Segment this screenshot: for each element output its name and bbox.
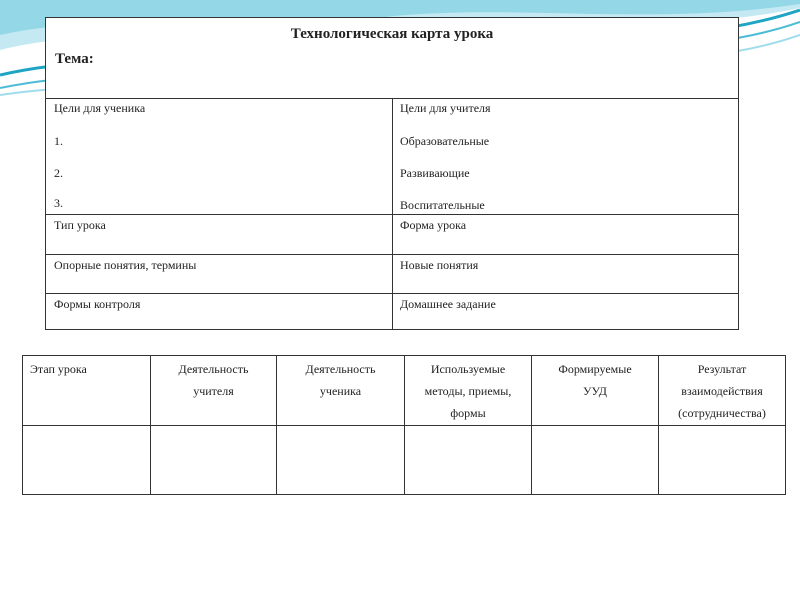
- student-goals-label: Цели для ученика: [54, 101, 146, 115]
- lesson-map-card: [45, 17, 739, 330]
- control-row: [46, 294, 738, 329]
- col-header-line: взаимодействия: [681, 384, 763, 398]
- teacher-goal-item: Воспитательные: [400, 198, 485, 212]
- lesson-form-cell: Форма урока: [400, 218, 467, 232]
- teacher-goal-item: Развивающие: [400, 166, 470, 180]
- card-header: [46, 18, 738, 99]
- page-title: Технологическая карта урока: [290, 26, 494, 42]
- col-header-methods: [405, 356, 532, 426]
- col-header-teacher-activity: [151, 356, 277, 426]
- basic-concepts-cell: Опорные понятия, термины: [46, 255, 393, 293]
- topic-label: Тема:: [55, 51, 94, 67]
- col-header-line: методы, приемы,: [424, 384, 512, 398]
- teacher-goals-cell: [393, 98, 738, 214]
- col-header-line: ученика: [319, 384, 362, 398]
- col-header-student-activity: [277, 356, 405, 426]
- table-cell: [405, 426, 532, 495]
- col-header-line: учителя: [193, 384, 234, 398]
- table-cell: [23, 426, 151, 495]
- lesson-type-cell: Тип урока: [46, 215, 393, 254]
- col-header-line: Деятельность: [178, 362, 249, 376]
- col-header-line: Этап урока: [30, 362, 87, 376]
- table-row: [23, 426, 786, 495]
- concepts-row: [46, 255, 738, 294]
- col-header-result: [659, 356, 786, 426]
- col-header-line: Результат: [697, 362, 747, 376]
- type-row: [46, 215, 738, 255]
- col-header-line: формы: [450, 406, 486, 420]
- col-header-line: Используемые: [430, 362, 506, 376]
- student-goal-item: 1.: [54, 134, 63, 148]
- table-cell: [659, 426, 786, 495]
- student-goals-cell: [46, 98, 393, 214]
- new-concepts-cell: Новые понятия: [400, 258, 479, 272]
- table-header-row: [23, 356, 786, 426]
- lesson-stages-table: [22, 355, 786, 495]
- col-header-line: УУД: [583, 384, 607, 398]
- table-cell: [277, 426, 405, 495]
- table-cell: [532, 426, 659, 495]
- col-header-line: (сотрудничества): [678, 406, 766, 420]
- homework-cell: Домашнее задание: [400, 297, 496, 311]
- control-forms-cell: Формы контроля: [46, 294, 393, 329]
- col-header-stage: [23, 356, 151, 426]
- student-goal-item: 2.: [54, 166, 63, 180]
- col-header-line: Формируемые: [558, 362, 632, 376]
- col-header-uud: [532, 356, 659, 426]
- teacher-goals-label: Цели для учителя: [400, 101, 491, 115]
- teacher-goal-item: Образовательные: [400, 134, 490, 148]
- goals-row: [46, 98, 738, 215]
- col-header-line: Деятельность: [305, 362, 376, 376]
- student-goal-item: 3.: [54, 196, 63, 210]
- table-cell: [151, 426, 277, 495]
